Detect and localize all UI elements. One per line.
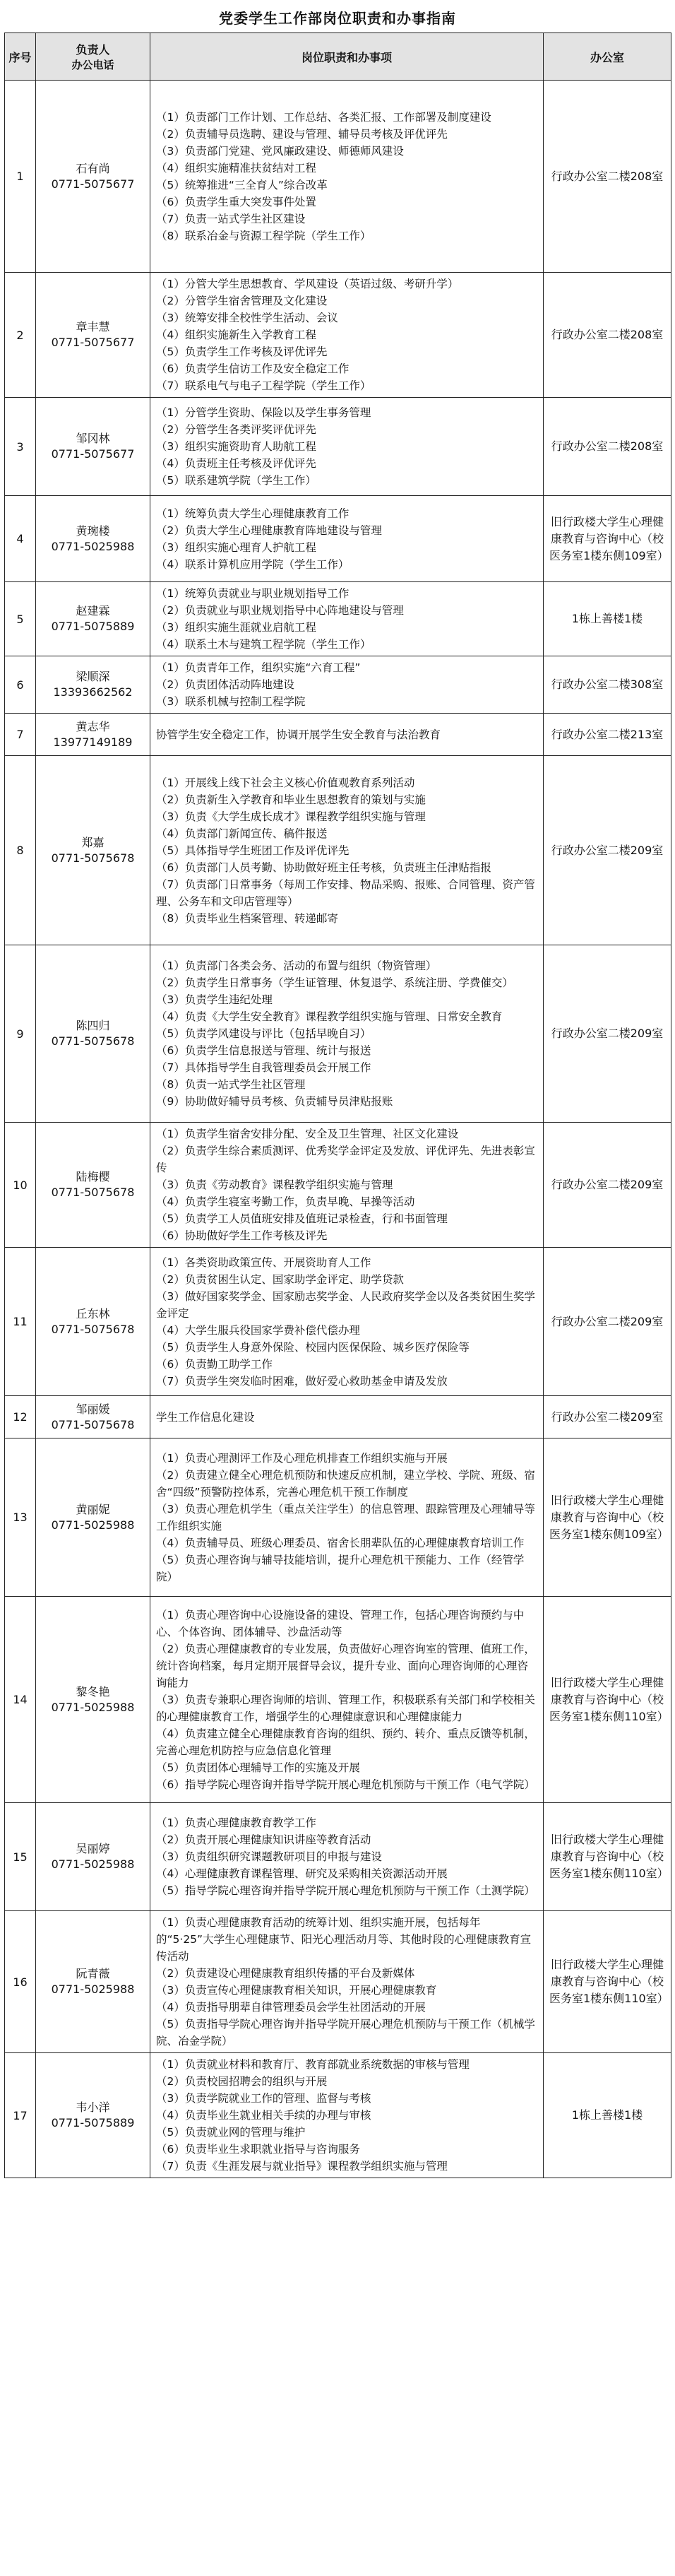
- duty-item: （5）负责心理咨询与辅导技能培训，提升心理危机干预能力、工作（经管学院）: [156, 1553, 525, 1583]
- row-number: 1: [5, 81, 36, 273]
- office-location: 行政办公室二楼209室: [544, 945, 671, 1123]
- duty-item: （1）负责心理健康教育活动的统筹计划、组织实施开展，包括每年的“5·25”大学生心理健康节、阳光心理活动月等、其他时段的心理健康教育宣传活动: [156, 1916, 532, 1963]
- job-duties-table: [4, 33, 671, 2178]
- duty-item: （4）负责《大学生安全教育》课程教学组织实施与管理、日常安全教育: [156, 1010, 503, 1023]
- duty-item: （5）负责学生人身意外保险、校园内医保保险、城乡医疗保险等: [156, 1340, 470, 1354]
- person-cell: [36, 1396, 150, 1438]
- office-location: 旧行政楼大学生心理健康教育与咨询中心（校医务室1楼东侧110室）: [544, 1597, 671, 1803]
- duty-item: （1）负责部门各类会务、活动的布置与组织（物资管理）: [156, 959, 437, 972]
- duty-item: （3）负责学生违纪处理: [156, 993, 273, 1006]
- duty-item: （1）分管学生资助、保险以及学生事务管理: [156, 406, 371, 419]
- duty-item: （5）负责就业网的管理与维护: [156, 2126, 306, 2139]
- table-row: [5, 945, 671, 1123]
- duties-cell: [150, 496, 544, 582]
- person-cell: [36, 496, 150, 582]
- person-name: 石有尚: [76, 161, 110, 175]
- row-number: 2: [5, 273, 36, 398]
- duty-item: （5）指导学院心理咨询并指导学院开展心理危机预防与干预工作（土测学院）: [156, 1884, 535, 1897]
- header-contact: 办公电话: [71, 59, 114, 71]
- duty-item: （4）负责部门新闻宣传、稿件报送: [156, 827, 328, 840]
- person-cell: [36, 81, 150, 273]
- duty-item: （2）分管学生宿舍管理及文化建设: [156, 295, 328, 307]
- duty-item: （2）负责学生日常事务（学生证管理、休复退学、系统注册、学费催交）: [156, 976, 513, 989]
- duty-item: （7）负责学生突发临时困难，做好爱心救助基金申请及发放: [156, 1374, 448, 1388]
- duty-item: （4）心理健康教育课程管理、研究及采购相关资源活动开展: [156, 1867, 448, 1880]
- duties-cell: [150, 2053, 544, 2178]
- row-number: 16: [5, 1911, 36, 2053]
- person-cell: [36, 945, 150, 1123]
- duties-cell: [150, 1803, 544, 1911]
- duty-item: （1）负责就业材料和教育厅、教育部就业系统数据的审核与管理: [156, 2058, 470, 2071]
- duty-item: （5）负责学风建设与评比（包括早晚自习）: [156, 1027, 371, 1040]
- office-phone: 13393662562: [53, 685, 133, 699]
- table-row: [5, 714, 671, 756]
- duties-cell: [150, 1597, 544, 1803]
- office-phone: 0771-5025988: [51, 1857, 135, 1871]
- duty-item: （3）负责《大学生成长成才》课程教学组织实施与管理: [156, 810, 426, 823]
- person-name: 吴丽婷: [76, 1842, 110, 1855]
- table-row: [5, 496, 671, 582]
- duty-item: （2）负责学生综合素质测评、优秀奖学金评定及发放、评优评先、先进表彰宣传: [156, 1145, 535, 1174]
- duty-item: （4）组织实施精准扶贫结对工程: [156, 161, 316, 175]
- row-number: 3: [5, 398, 36, 496]
- office-location: 1栋上善楼1楼: [544, 582, 671, 656]
- office-location: 行政办公室二楼208室: [544, 81, 671, 273]
- person-cell: [36, 2053, 150, 2178]
- duties-cell: [150, 1396, 544, 1438]
- duty-item: （6）负责勤工助学工作: [156, 1357, 273, 1371]
- duties-cell: [150, 1911, 544, 2053]
- duty-item: （4）负责班主任考核及评优评先: [156, 457, 316, 470]
- duty-item: （7）负责部门日常事务（每周工作安排、物品采购、报账、合同管理、资产管理、公务车和文印店管理等）: [156, 878, 535, 908]
- duty-item: （7）联系电气与电子工程学院（学生工作）: [156, 379, 371, 392]
- duty-item: 学生工作信息化建设: [156, 1410, 255, 1424]
- duty-item: （2）负责就业与职业规划指导中心阵地建设与管理: [156, 604, 404, 617]
- table-row: [5, 1123, 671, 1248]
- office-location: 行政办公室二楼209室: [544, 756, 671, 945]
- person-name: 章丰慧: [76, 320, 110, 333]
- person-cell: [36, 756, 150, 945]
- office-phone: 0771-5075889: [51, 2116, 135, 2129]
- duty-item: （1）负责心理咨询中心设施设备的建设、管理工作，包括心理咨询预约与中心、个体咨询、团体辅导、沙盘活动等: [156, 1608, 525, 1638]
- duty-item: （7）具体指导学生自我管理委员会开展工作: [156, 1061, 371, 1074]
- person-cell: [36, 656, 150, 714]
- header-person: 负责人: [76, 43, 110, 57]
- office-phone: 0771-5075677: [51, 336, 135, 349]
- duty-item: （4）负责学生寝室考勤工作，负责早晚、早操等活动: [156, 1195, 415, 1208]
- office-location: 行政办公室二楼208室: [544, 273, 671, 398]
- row-number: 5: [5, 582, 36, 656]
- office-location: 旧行政楼大学生心理健康教育与咨询中心（校医务室1楼东侧110室）: [544, 1803, 671, 1911]
- duty-item: （8）联系冶金与资源工程学院（学生工作）: [156, 229, 371, 242]
- duty-item: （3）组织实施生涯就业启航工程: [156, 621, 316, 634]
- duty-item: （1）负责学生宿舍安排分配、安全及卫生管理、社区文化建设: [156, 1128, 459, 1140]
- duties-cell: [150, 1248, 544, 1396]
- person-name: 黎冬艳: [76, 1684, 110, 1698]
- office-location: 旧行政楼大学生心理健康教育与咨询中心（校医务室1楼东侧109室）: [544, 1438, 671, 1597]
- duties-cell: [150, 756, 544, 945]
- duty-item: （7）负责一站式学生社区建设: [156, 212, 306, 225]
- duty-item: （6）负责学生信息报送与管理、统计与报送: [156, 1044, 371, 1057]
- duty-item: （5）负责学生工作考核及评优评先: [156, 345, 328, 358]
- duty-item: （4）负责辅导员、班级心理委员、宿舍长朋辈队伍的心理健康教育培训工作: [156, 1536, 525, 1549]
- person-cell: [36, 1803, 150, 1911]
- person-name: 邹丽媛: [76, 1402, 110, 1416]
- office-phone: 13977149189: [53, 735, 133, 749]
- duty-item: （6）负责毕业生求职就业指导与咨询服务: [156, 2143, 360, 2156]
- duty-item: （3）负责宣传心理健康教育相关知识，开展心理健康教育: [156, 1984, 437, 1997]
- duty-item: （7）负责《生涯发展与就业指导》课程教学组织实施与管理: [156, 2160, 448, 2173]
- row-number: 17: [5, 2053, 36, 2178]
- duty-item: 协管学生安全稳定工作，协调开展学生安全教育与法治教育: [156, 728, 441, 741]
- duties-cell: [150, 81, 544, 273]
- person-name: 梁顺深: [76, 670, 110, 683]
- duty-item: （3）联系机械与控制工程学院: [156, 695, 306, 708]
- duty-item: （2）负责心理健康教育的专业发展，负责做好心理咨询室的管理、值班工作，统计咨询档案，每月定期开展督导会议，提升专业、面向心理咨询师的心理咨询能力: [156, 1642, 535, 1689]
- person-name: 黄志华: [76, 719, 110, 733]
- duty-item: （3）负责学院就业工作的管理、监督与考核: [156, 2092, 371, 2105]
- person-cell: [36, 714, 150, 756]
- duties-cell: [150, 273, 544, 398]
- duty-item: （1）负责青年工作，组织实施“六育工程”: [156, 661, 361, 674]
- duty-item: （6）负责部门人员考勤、协助做好班主任考核，负责班主任津贴指报: [156, 861, 491, 874]
- row-number: 4: [5, 496, 36, 582]
- table-row: [5, 1438, 671, 1597]
- person-name: 丘东林: [76, 1306, 110, 1321]
- duties-cell: [150, 945, 544, 1123]
- duty-item: （1）分管大学生思想教育、学风建设（英语过级、考研升学）: [156, 278, 459, 290]
- duty-item: （1）开展线上线下社会主义核心价值观教育系列活动: [156, 776, 415, 789]
- duty-item: （2）负责建设心理健康教育组织传播的平台及新媒体: [156, 1967, 415, 1980]
- person-cell: [36, 582, 150, 656]
- duty-item: （2）负责校园招聘会的组织与开展: [156, 2075, 328, 2088]
- table-row: [5, 582, 671, 656]
- duty-item: （2）负责大学生心理健康教育阵地建设与管理: [156, 524, 382, 537]
- person-cell: [36, 1438, 150, 1597]
- row-number: 10: [5, 1123, 36, 1248]
- duty-item: （2）负责开展心理健康知识讲座等教育活动: [156, 1833, 371, 1846]
- office-phone: 0771-5025988: [51, 1700, 135, 1714]
- table-row: [5, 2053, 671, 2178]
- person-name: 郑嘉: [81, 835, 104, 849]
- office-location: 行政办公室二楼209室: [544, 1248, 671, 1396]
- person-name: 韦小洋: [76, 2101, 110, 2114]
- duty-item: （5）具体指导学生班团工作及评优评先: [156, 844, 350, 857]
- office-phone: 0771-5075678: [51, 1034, 135, 1048]
- office-phone: 0771-5075678: [51, 1186, 135, 1199]
- office-location: 行政办公室二楼209室: [544, 1396, 671, 1438]
- duty-item: （4）负责毕业生就业相关手续的办理与审核: [156, 2109, 371, 2122]
- person-cell: [36, 1911, 150, 2053]
- table-row: [5, 81, 671, 273]
- office-location: 行政办公室二楼209室: [544, 1123, 671, 1248]
- duty-item: （5）负责团体心理辅导工作的实施及开展: [156, 1761, 360, 1774]
- duties-cell: [150, 656, 544, 714]
- duty-item: （3）统筹安排全校性学生活动、会议: [156, 312, 338, 324]
- duty-item: （5）统筹推进“三全育人”综合改革: [156, 178, 328, 191]
- office-phone: 0771-5025988: [51, 1518, 135, 1532]
- office-phone: 0771-5075889: [51, 620, 135, 633]
- row-number: 15: [5, 1803, 36, 1911]
- duty-item: （1）统筹负责就业与职业规划指导工作: [156, 587, 350, 600]
- duty-item: （1）负责心理健康教育教学工作: [156, 1816, 316, 1829]
- person-name: 赵建霖: [76, 604, 110, 618]
- table-row: [5, 273, 671, 398]
- person-cell: [36, 398, 150, 496]
- duty-item: （3）负责部门党建、党风廉政建设、师德师风建设: [156, 144, 404, 158]
- table-row: [5, 1396, 671, 1438]
- person-name: 邹冈林: [76, 432, 110, 445]
- duty-item: （3）负责心理危机学生（重点关注学生）的信息管理、跟踪管理及心理辅导等工作组织实施: [156, 1502, 535, 1532]
- row-number: 11: [5, 1248, 36, 1396]
- duty-item: （6）负责学生重大突发事件处置: [156, 195, 316, 208]
- duty-item: （5）负责学工人员值班安排及值班记录检查，行和书面管理: [156, 1212, 448, 1225]
- office-phone: 0771-5075678: [51, 851, 135, 865]
- row-number: 6: [5, 656, 36, 714]
- person-cell: [36, 1597, 150, 1803]
- duty-item: （8）负责一站式学生社区管理: [156, 1078, 306, 1091]
- duty-item: （2）分管学生各类评奖评优评先: [156, 423, 316, 436]
- duty-item: （2）负责新生入学教育和毕业生思想教育的策划与实施: [156, 793, 426, 806]
- table-row: [5, 1803, 671, 1911]
- duty-item: （9）协助做好辅导员考核、负责辅导员津贴报账: [156, 1095, 393, 1108]
- duty-item: （6）负责学生信访工作及安全稳定工作: [156, 362, 350, 375]
- table-row: [5, 656, 671, 714]
- duty-item: （4）联系土木与建筑工程学院（学生工作）: [156, 638, 371, 651]
- duty-item: （4）负责建立健全心理健康教育咨询的组织、预约、转介、重点反馈等机制，完善心理危机防控与应急信息化管理: [156, 1727, 535, 1757]
- duty-item: （4）组织实施新生入学教育工程: [156, 329, 316, 341]
- duty-item: （2）负责辅导员选聘、建设与管理、辅导员考核及评优评先: [156, 127, 448, 141]
- duty-item: （6）协助做好学生工作考核及评先: [156, 1229, 328, 1242]
- office-location: 旧行政楼大学生心理健康教育与咨询中心（校医务室1楼东侧110室）: [544, 1911, 671, 2053]
- table-row: [5, 1248, 671, 1396]
- duty-item: （1）负责心理测评工作及心理危机排查工作组织实施与开展: [156, 1451, 448, 1465]
- person-name: 陆梅樱: [76, 1170, 110, 1183]
- office-phone: 0771-5025988: [51, 1983, 135, 1996]
- office-location: 行政办公室二楼308室: [544, 656, 671, 714]
- duty-item: （5）负责指导学院心理咨询并指导学院开展心理危机预防与干预工作（机械学院、冶金学院）: [156, 2018, 535, 2048]
- table-row: [5, 756, 671, 945]
- office-location: 行政办公室二楼213室: [544, 714, 671, 756]
- duties-cell: [150, 1438, 544, 1597]
- duty-item: （3）组织实施心理育人护航工程: [156, 540, 316, 554]
- office-phone: 0771-5075678: [51, 1417, 135, 1431]
- duties-cell: [150, 714, 544, 756]
- header-person-contact: [36, 33, 150, 81]
- duty-item: （2）负责建立健全心理危机预防和快速反应机制，建立学校、学院、班级、宿舍“四级”预警防控体系，完善心理危机干预工作制度: [156, 1468, 535, 1499]
- duty-item: （3）负责组织研究课题教研项目的申报与建设: [156, 1850, 382, 1863]
- office-location: 1栋上善楼1楼: [544, 2053, 671, 2178]
- office-phone: 0771-5075678: [51, 1322, 135, 1336]
- header-office: 办公室: [544, 33, 671, 81]
- duties-cell: [150, 398, 544, 496]
- duty-item: （3）做好国家奖学金、国家励志奖学金、人民政府奖学金以及各类贫困生奖学金评定: [156, 1289, 535, 1320]
- row-number: 9: [5, 945, 36, 1123]
- office-phone: 0771-5025988: [51, 539, 135, 553]
- table-header-row: [5, 33, 671, 81]
- duty-item: （1）负责部门工作计划、工作总结、各类汇报、工作部署及制度建设: [156, 110, 491, 124]
- header-no: 序号: [5, 33, 36, 81]
- duty-item: （6）指导学院心理咨询并指导学院开展心理危机预防与干预工作（电气学院）: [156, 1778, 535, 1791]
- row-number: 8: [5, 756, 36, 945]
- duty-item: （4）联系计算机应用学院（学生工作）: [156, 557, 350, 571]
- person-name: 黄丽妮: [76, 1502, 110, 1516]
- row-number: 13: [5, 1438, 36, 1597]
- duties-cell: [150, 582, 544, 656]
- person-name: 陈四归: [76, 1019, 110, 1032]
- table-row: [5, 1597, 671, 1803]
- person-cell: [36, 1248, 150, 1396]
- office-location: 行政办公室二楼208室: [544, 398, 671, 496]
- office-phone: 0771-5075677: [51, 447, 135, 461]
- duty-item: （8）负责毕业生档案管理、转递邮寄: [156, 911, 338, 925]
- row-number: 14: [5, 1597, 36, 1803]
- person-name: 阮青薇: [76, 1967, 110, 1980]
- duty-item: （1）各类资助政策宣传、开展资助育人工作: [156, 1255, 371, 1269]
- header-duty: 岗位职责和办事项: [150, 33, 544, 81]
- duty-item: （4）负责指导朋辈自律管理委员会学生社团活动的开展: [156, 2001, 426, 2014]
- page-title: 党委学生工作部岗位职责和办事指南: [219, 10, 456, 27]
- duty-item: （4）大学生服兵役国家学费补偿代偿办理: [156, 1323, 360, 1337]
- duty-item: （3）组织实施资助育人助航工程: [156, 440, 316, 453]
- row-number: 7: [5, 714, 36, 756]
- table-row: [5, 398, 671, 496]
- office-location: 旧行政楼大学生心理健康教育与咨询中心（校医务室1楼东侧109室）: [544, 496, 671, 582]
- row-number: 12: [5, 1396, 36, 1438]
- duty-item: （2）负责贫困生认定、国家助学金评定、助学贷款: [156, 1272, 404, 1286]
- duties-cell: [150, 1123, 544, 1248]
- duty-item: （2）负责团体活动阵地建设: [156, 678, 294, 691]
- duty-item: （3）负责专兼职心理咨询师的培训、管理工作，积极联系有关部门和学校相关的心理健康教育工作，增强学生的心理健康意识和心理健康能力: [156, 1693, 535, 1723]
- duty-item: （1）统筹负责大学生心理健康教育工作: [156, 507, 350, 520]
- table-body: [5, 81, 671, 2178]
- duty-item: （3）负责《劳动教育》课程教学组织实施与管理: [156, 1178, 393, 1191]
- person-cell: [36, 273, 150, 398]
- person-cell: [36, 1123, 150, 1248]
- person-name: 黄琬楼: [76, 524, 110, 538]
- office-phone: 0771-5075677: [51, 177, 135, 191]
- table-row: [5, 1911, 671, 2053]
- duty-item: （5）联系建筑学院（学生工作）: [156, 474, 316, 487]
